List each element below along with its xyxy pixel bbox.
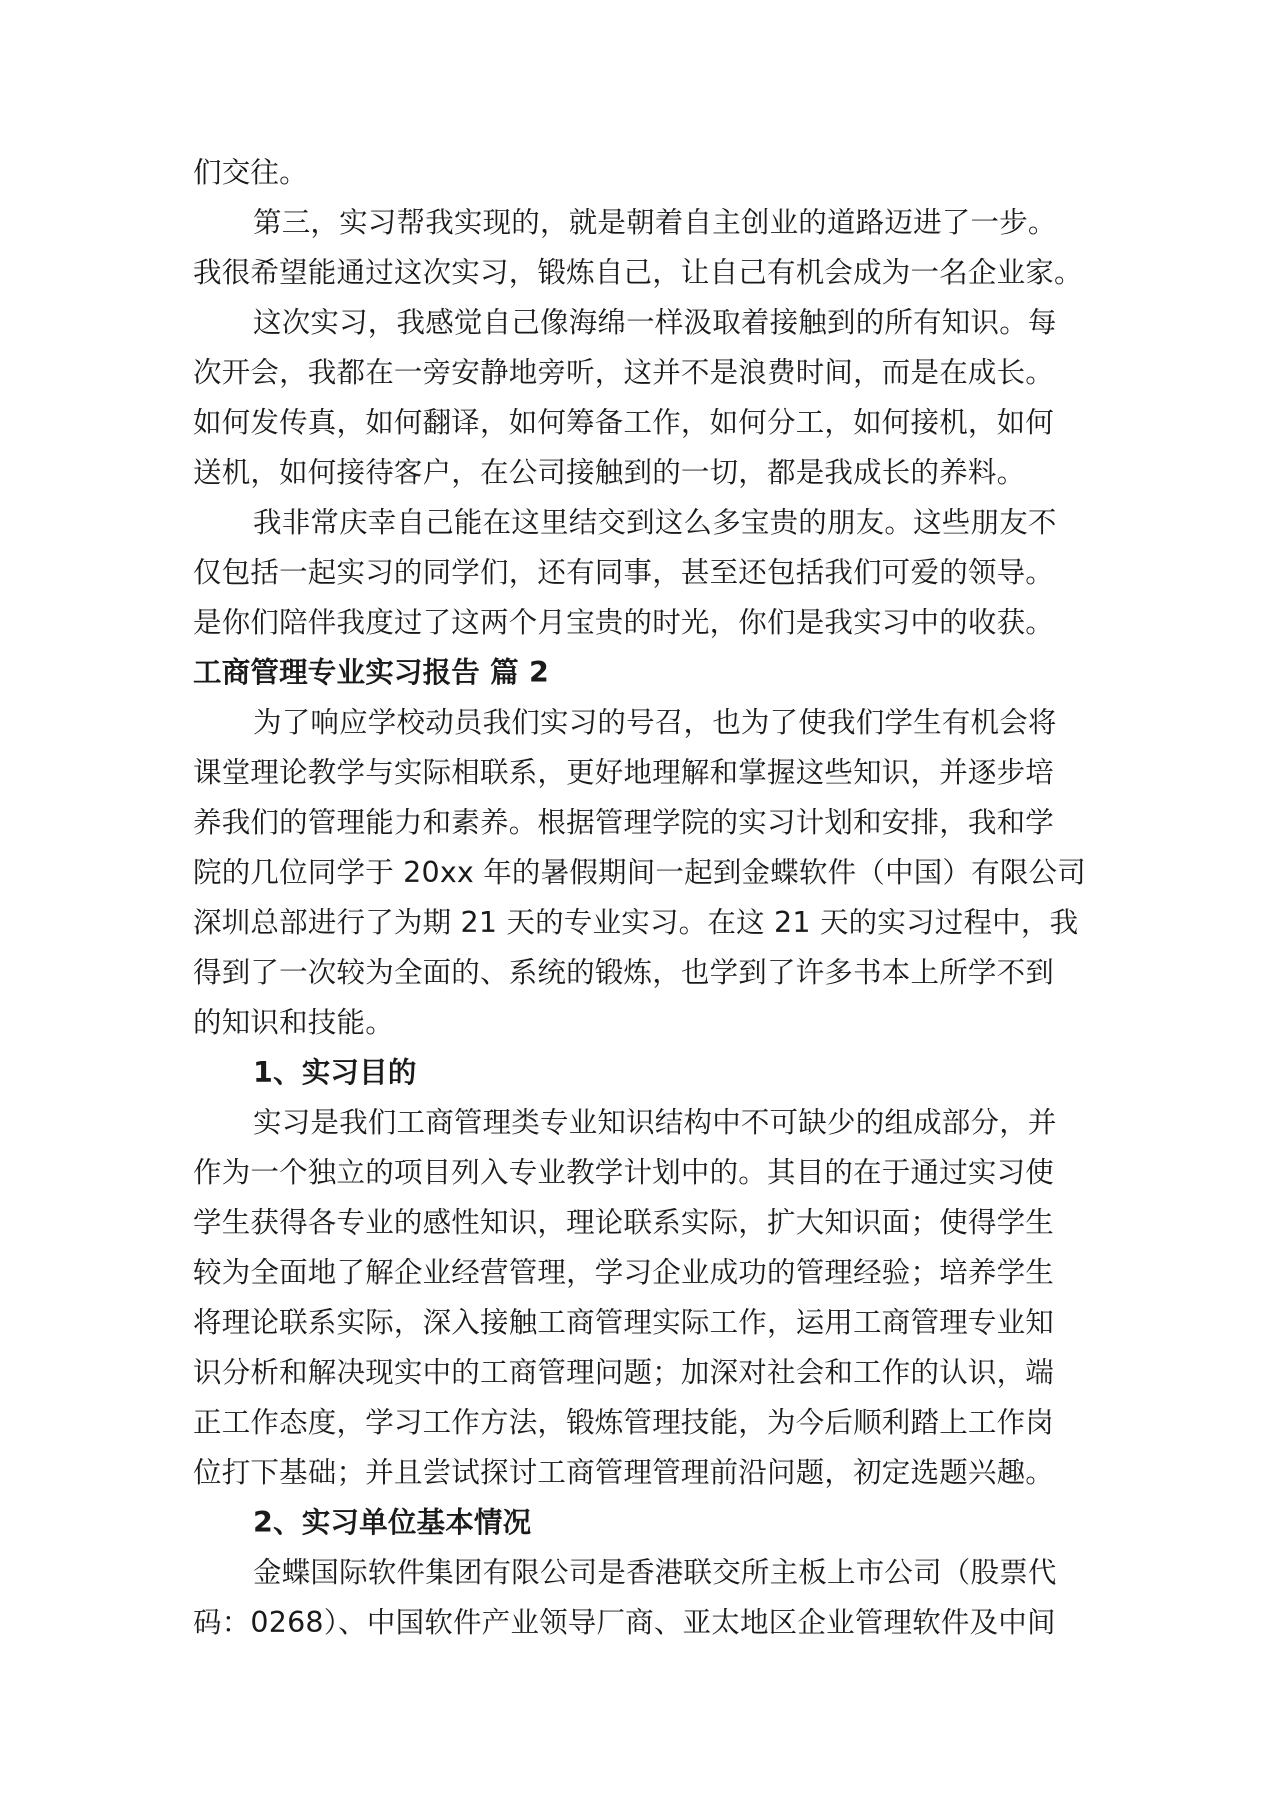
- text-line: 学生获得各专业的感性知识，理论联系实际，扩大知识面；使得学生: [193, 1206, 1055, 1239]
- text-line: 是你们陪伴我度过了这两个月宝贵的时光，你们是我实习中的收获。: [193, 606, 1055, 639]
- text-line: 养我们的管理能力和素养。根据管理学院的实习计划和安排，我和学: [193, 806, 1055, 839]
- text-line: 次开会，我都在一旁安静地旁听，这并不是浪费时间，而是在成长。: [193, 356, 1055, 389]
- text-line: 作为一个独立的项目列入专业教学计划中的。其目的在于通过实习使: [193, 1156, 1055, 1189]
- section-title: 工商管理专业实习报告 篇 2: [193, 656, 549, 689]
- text-line: 仅包括一起实习的同学们，还有同事，甚至还包括我们可爱的领导。: [193, 556, 1055, 589]
- text-line: 课堂理论教学与实际相联系，更好地理解和掌握这些知识，并逐步培: [193, 756, 1055, 789]
- text-line: 们交往。: [193, 156, 308, 189]
- text-line: 送机，如何接待客户，在公司接触到的一切，都是我成长的养料。: [193, 456, 1026, 489]
- text-line: 这次实习，我感觉自己像海绵一样汲取着接触到的所有知识。每: [253, 306, 1057, 339]
- text-line: 第三，实习帮我实现的，就是朝着自主创业的道路迈进了一步。: [253, 206, 1057, 239]
- text-line: 实习是我们工商管理类专业知识结构中不可缺少的组成部分，并: [253, 1106, 1057, 1139]
- text-line: 深圳总部进行了为期 21 天的专业实习。在这 21 天的实习过程中，我: [193, 906, 1079, 939]
- text-line: 将理论联系实际，深入接触工商管理实际工作，运用工商管理专业知: [193, 1306, 1055, 1339]
- text-line: 为了响应学校动员我们实习的号召，也为了使我们学生有机会将: [253, 706, 1057, 739]
- text-line: 的知识和技能。: [193, 1006, 394, 1039]
- text-line: 正工作态度，学习工作方法，锻炼管理技能，为今后顺利踏上工作岗: [193, 1406, 1055, 1439]
- text-line: 码：0268）、中国软件产业领导厂商、亚太地区企业管理软件及中间: [193, 1606, 1056, 1639]
- text-line: 识分析和解决现实中的工商管理问题；加深对社会和工作的认识，端: [193, 1356, 1055, 1389]
- text-line: 较为全面地了解企业经营管理，学习企业成功的管理经验；培养学生: [193, 1256, 1055, 1289]
- text-line: 金蝶国际软件集团有限公司是香港联交所主板上市公司（股票代: [253, 1556, 1057, 1589]
- text-line: 我非常庆幸自己能在这里结交到这么多宝贵的朋友。这些朋友不: [253, 506, 1057, 539]
- text-line: 如何发传真，如何翻译，如何筹备工作，如何分工，如何接机，如何: [193, 406, 1055, 439]
- text-line: 得到了一次较为全面的、系统的锻炼，也学到了许多书本上所学不到: [193, 956, 1055, 989]
- subsection-heading: 2、实习单位基本情况: [253, 1506, 532, 1539]
- text-line: 院的几位同学于 20xx 年的暑假期间一起到金蝶软件（中国）有限公司: [193, 856, 1086, 889]
- subsection-heading: 1、实习目的: [253, 1056, 417, 1089]
- text-line: 我很希望能通过这次实习，锻炼自己，让自己有机会成为一名企业家。: [193, 256, 1083, 289]
- document-page: [193, 148, 1095, 1648]
- text-line: 位打下基础；并且尝试探讨工商管理管理前沿问题，初定选题兴趣。: [193, 1456, 1055, 1489]
